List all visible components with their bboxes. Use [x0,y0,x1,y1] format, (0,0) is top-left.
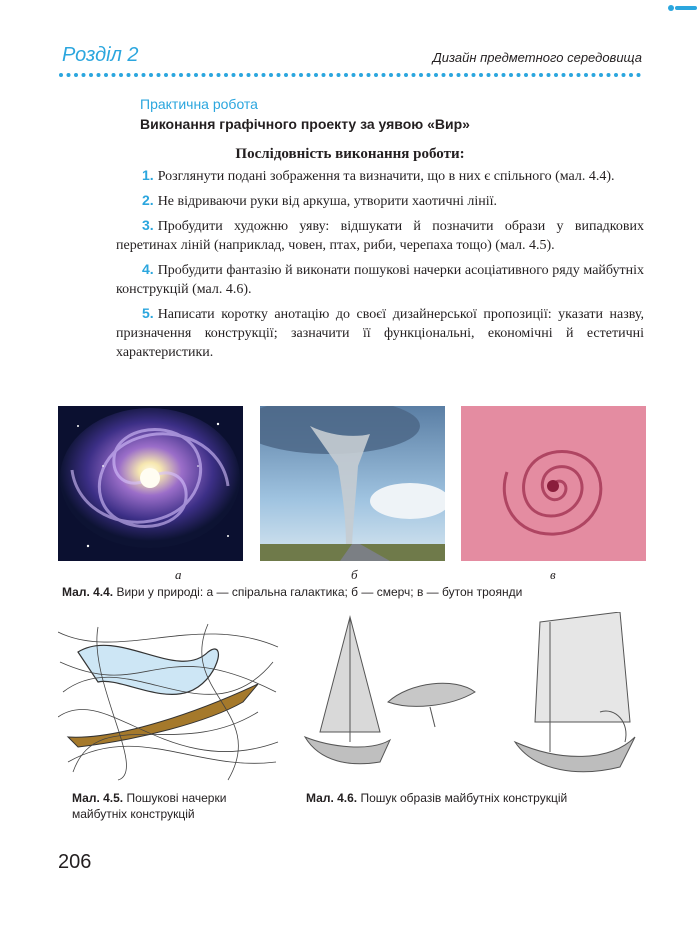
figure-4-4-caption: Мал. 4.4. Вири у природі: а — спіральна галактика; б — смерч; в — бутон троянди [62,585,523,599]
chaotic-lines-sketch [58,622,280,782]
figure-4-6-caption: Мал. 4.6. Пошук образів майбутніх конструкцій [306,791,568,805]
rose-image [461,406,646,561]
figure-4-5-caption: Мал. 4.5. Пошукові начерки майбутніх конструкцій [72,791,227,821]
page-number: 206 [58,851,92,873]
future-constructions-sketch [300,612,645,782]
chapter-title: Дизайн предметного середовища [432,50,642,65]
step-item: 1. Розглянути подані зображення та визначити, що в них є спільного (мал. 4.4). [142,167,615,184]
tornado-image [260,406,445,561]
sequence-title: Послідовність виконання роботи: [235,146,465,162]
header-divider [58,70,648,80]
steps-list [116,166,644,367]
figure-letter-b: б [351,567,358,582]
galaxy-image [58,406,243,561]
step-item: 4. Пробудити фантазію й виконати пошукові начерки асоціативного ряду майбутніх конструкцій (мал. 4.6). [116,261,644,297]
figure-letter-c: в [550,567,556,582]
figure-letter-a: а [175,567,182,582]
step-item: 2. Не відриваючи руки від аркуша, утворити хаотичні лінії. [142,192,498,209]
step-item: 5. Написати коротку анотацію до своєї дизайнерської пропозиції: указати назву, призначення конструкції; зазначити її функціональні, економічні й естетичні характеристики. [116,305,644,360]
publisher-logo-icon [668,3,698,13]
practical-work-label: Практична робота [140,96,258,112]
step-item: 3. Пробудити художню уяву: відшукати й позначити образи у випадкових перетинах ліній (наприклад, човен, птах, риби, черепаха тощо) (мал. 4.5). [116,217,644,253]
practical-work-title: Виконання графічного проекту за уявою «Вир» [140,116,470,132]
section-title: Розділ 2 [62,44,139,66]
